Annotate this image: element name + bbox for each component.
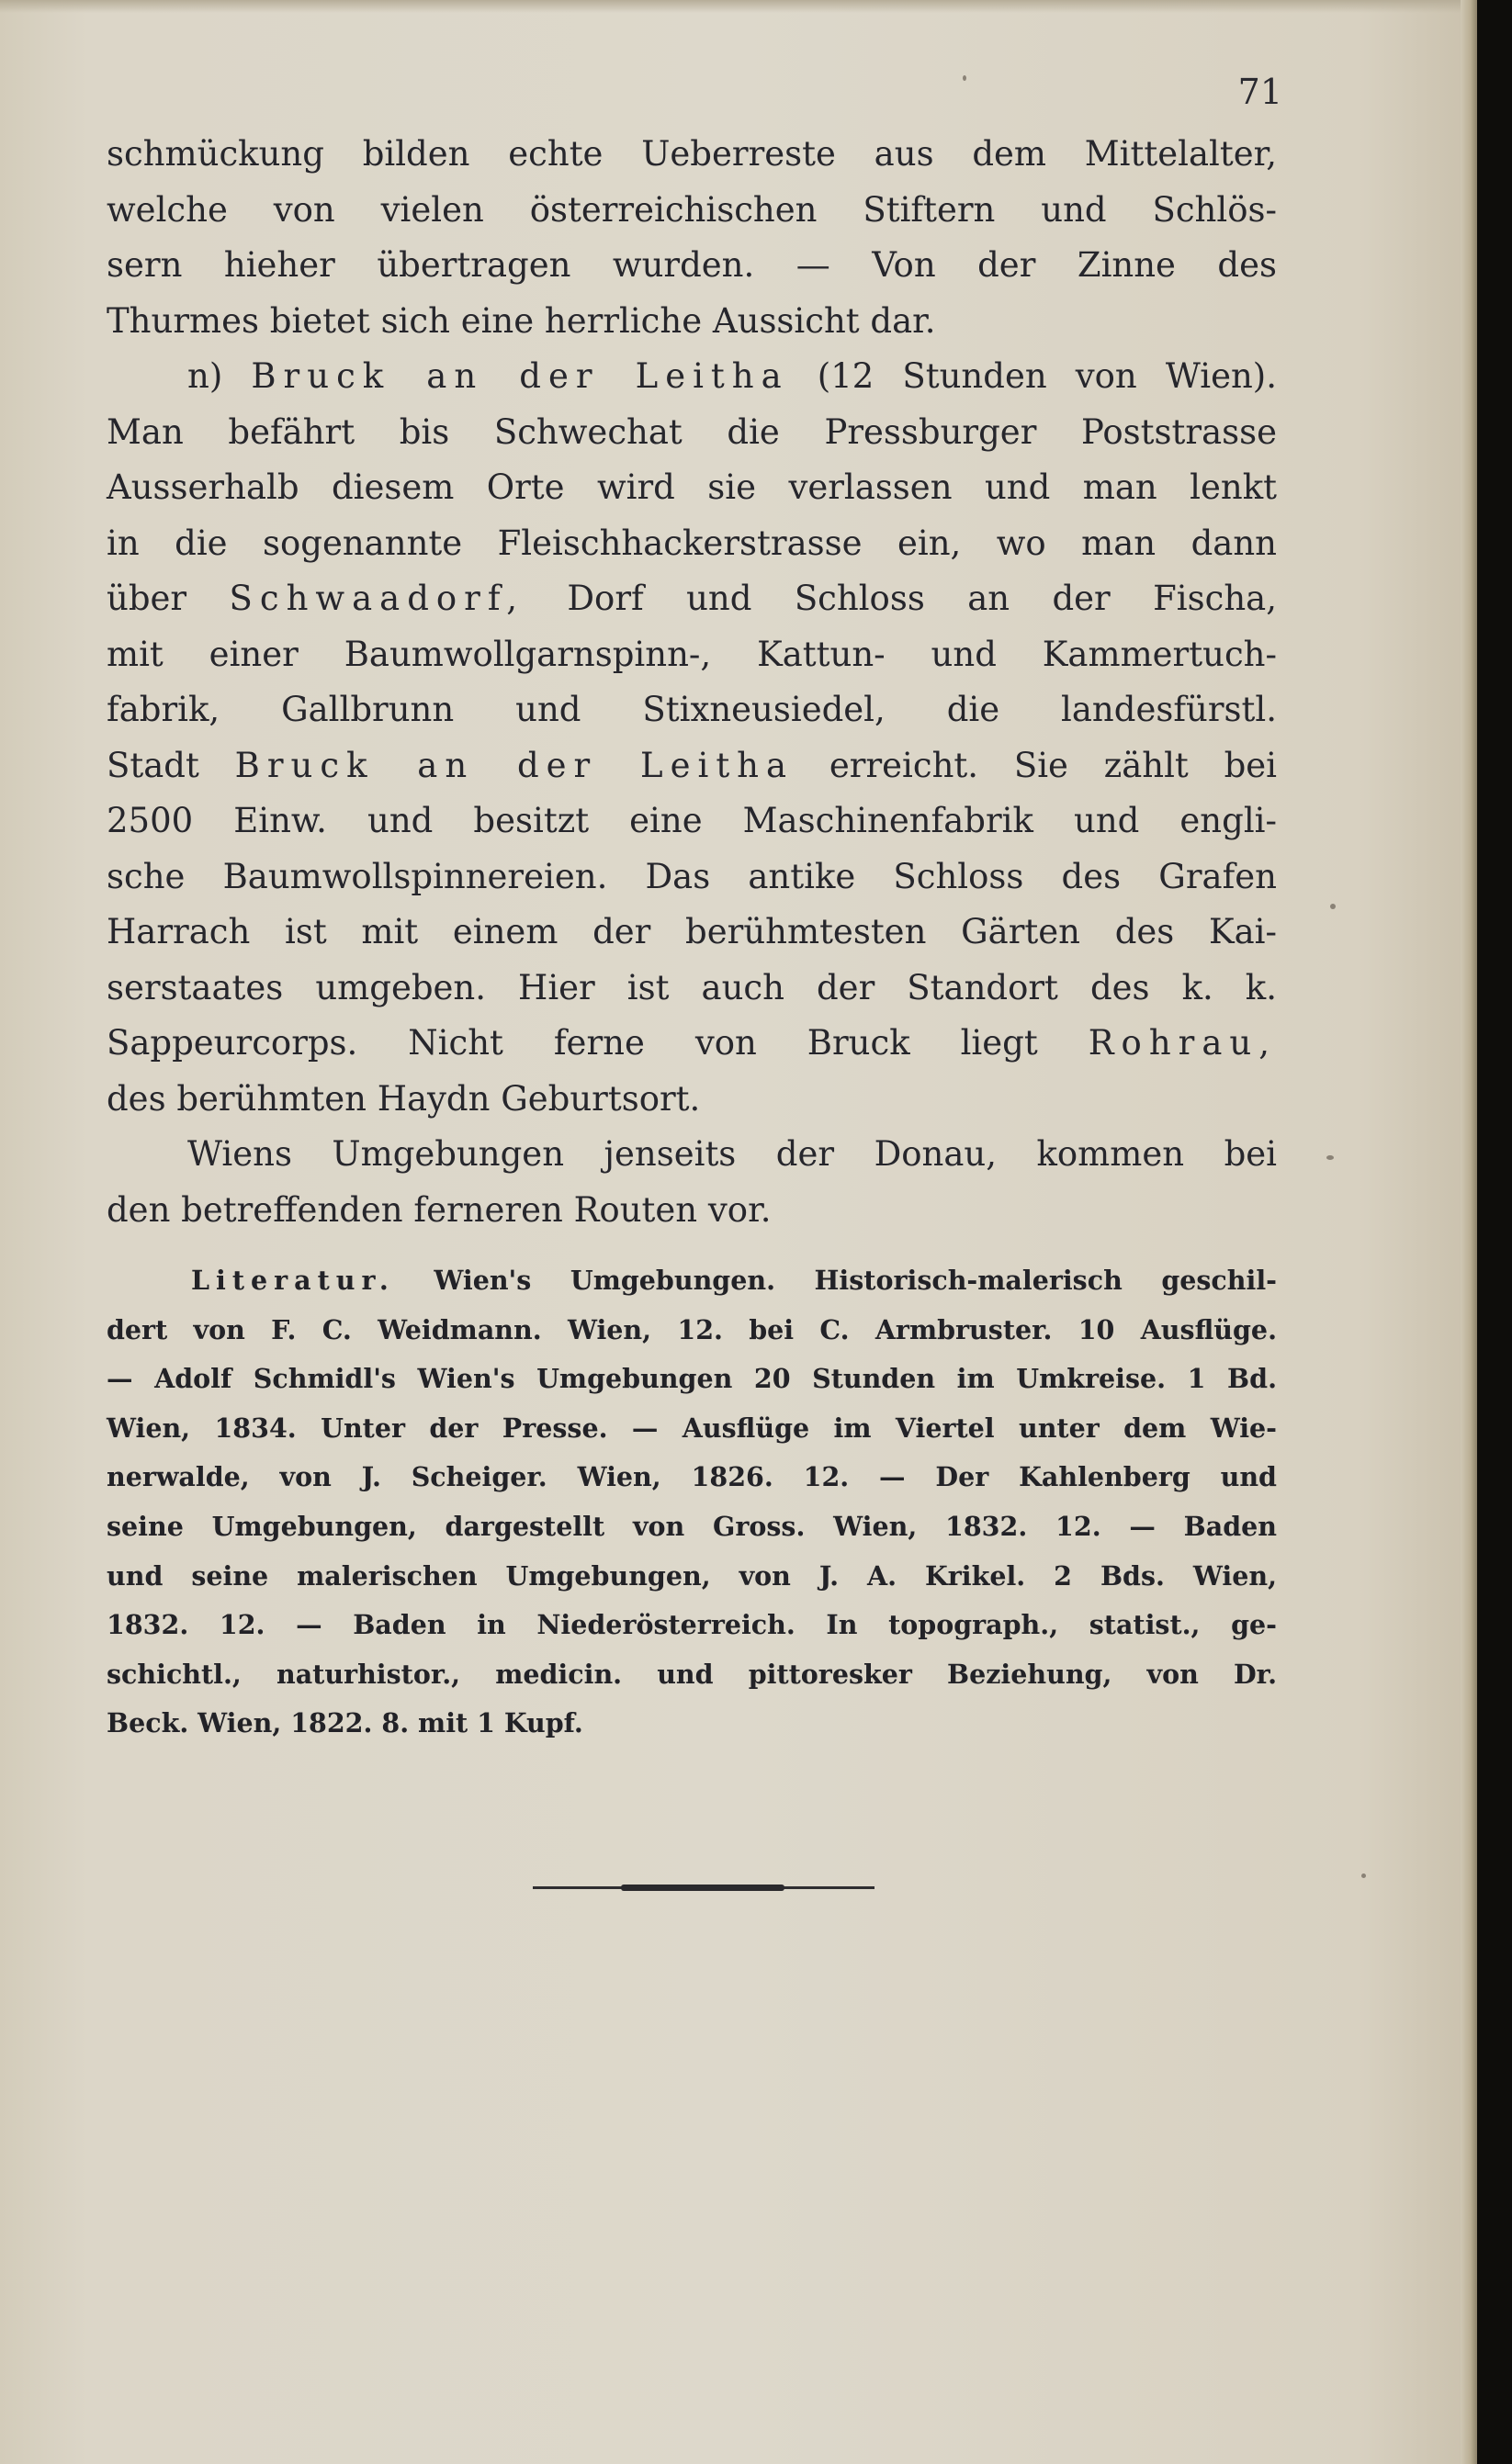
text-line: [107, 738, 1277, 794]
text-line: [107, 571, 1277, 627]
literature-block: [107, 1256, 1277, 1749]
literature-line: nerwalde, von J. Scheiger. Wien, 1826. 12. — Der Kahlenberg und: [107, 1461, 1277, 1493]
paper-fleck: [963, 75, 966, 81]
section-heading-line: [107, 349, 1277, 405]
text-line: sche Baumwollspinnereien. Das antike Schloss des Grafen: [107, 856, 1277, 896]
text-line: Man befährt bis Schwechat die Pressburger Poststrasse: [107, 411, 1277, 452]
literature-line: und seine malerischen Umgebungen, von J. A. Krikel. 2 Bds. Wien,: [107, 1559, 1277, 1592]
text-fragment: Dorf und Schloss an der Fischa,: [567, 579, 1277, 618]
text-line: den betreffenden ferneren Routen vor.: [107, 1189, 772, 1230]
text-line: Ausserhalb diesem Orte wird sie verlassen und man lenkt: [107, 467, 1277, 507]
end-rule-ornament: [621, 1885, 784, 1891]
literature-line: Wien, 1834. Unter der Presse. — Ausflüge im Viertel unter dem Wie-: [107, 1412, 1277, 1444]
text-line: [107, 1016, 1277, 1072]
text-fragment: Wien's Umgebungen. Historisch-malerisch geschil-: [434, 1265, 1277, 1296]
text-line: des berühmten Haydn Geburtsort.: [107, 1078, 701, 1119]
text-fragment: über: [107, 579, 187, 618]
main-text: [107, 127, 1277, 1238]
text-line: Wiens Umgebungen jenseits der Donau, kommen bei: [187, 1134, 1277, 1174]
spaced-place-name: Schwaadorf,: [229, 579, 525, 618]
text-line: schmückung bilden echte Ueberreste aus dem Mittelalter,: [107, 134, 1277, 174]
text-line: Thurmes bietet sich eine herrliche Aussicht dar.: [107, 300, 936, 341]
paper-fleck: [1361, 1873, 1366, 1878]
section-prefix: n): [187, 356, 223, 396]
literature-line: — Adolf Schmidl's Wien's Umgebungen 20 Stunden im Umkreise. 1 Bd.: [107, 1363, 1277, 1395]
literature-label: Literatur.: [191, 1265, 395, 1296]
literature-line: seine Umgebungen, dargestellt von Gross. Wien, 1832. 12. — Baden: [107, 1510, 1277, 1542]
text-line: mit einer Baumwollgarnspinn-, Kattun- und Kammertuch-: [107, 634, 1277, 674]
page-edge: [1461, 0, 1477, 2464]
text-line: sern hieher übertragen wurden. — Von der Zinne des: [107, 245, 1277, 285]
text-line: fabrik, Gallbrunn und Stixneusiedel, die landesfürstl.: [107, 690, 1277, 729]
literature-line: schichtl., naturhistor., medicin. und pittoresker Beziehung, von Dr.: [107, 1658, 1277, 1690]
page-number: 71: [1237, 72, 1282, 112]
text-line: serstaates umgeben. Hier ist auch der Standort des k. k.: [107, 967, 1277, 1007]
text-line: welche von vielen österreichischen Stiftern und Schlös-: [107, 189, 1277, 230]
literature-line: [107, 1256, 1277, 1306]
text-fragment: erreicht. Sie zählt bei: [829, 745, 1277, 785]
literature-line: 1832. 12. — Baden in Niederösterreich. In topograph., statist., ge-: [107, 1609, 1277, 1641]
text-line: in die sogenannte Fleischhackerstrasse ein, wo man dann: [107, 523, 1277, 563]
page-top-shadow: [0, 0, 1477, 13]
text-fragment: Sappeurcorps. Nicht ferne von Bruck liegt: [107, 1023, 1038, 1063]
literature-line: Beck. Wien, 1822. 8. mit 1 Kupf.: [107, 1707, 583, 1739]
literature-line: dert von F. C. Weidmann. Wien, 12. bei C. Armbruster. 10 Ausflüge.: [107, 1313, 1277, 1345]
paper-fleck: [1326, 1155, 1334, 1160]
text-line: 2500 Einw. und besitzt eine Maschinenfabrik und engli-: [107, 801, 1277, 840]
section-distance: (12 Stunden von Wien).: [817, 356, 1277, 396]
spaced-place-name: Bruck an der Leitha: [234, 745, 795, 785]
paper-fleck: [1330, 904, 1336, 909]
text-fragment: Stadt: [107, 745, 199, 785]
section-place: Bruck an der Leitha: [251, 356, 789, 396]
text-line: Harrach ist mit einem der berühmtesten Gärten des Kai-: [107, 912, 1277, 951]
spaced-place-name: Rohrau,: [1088, 1023, 1277, 1063]
